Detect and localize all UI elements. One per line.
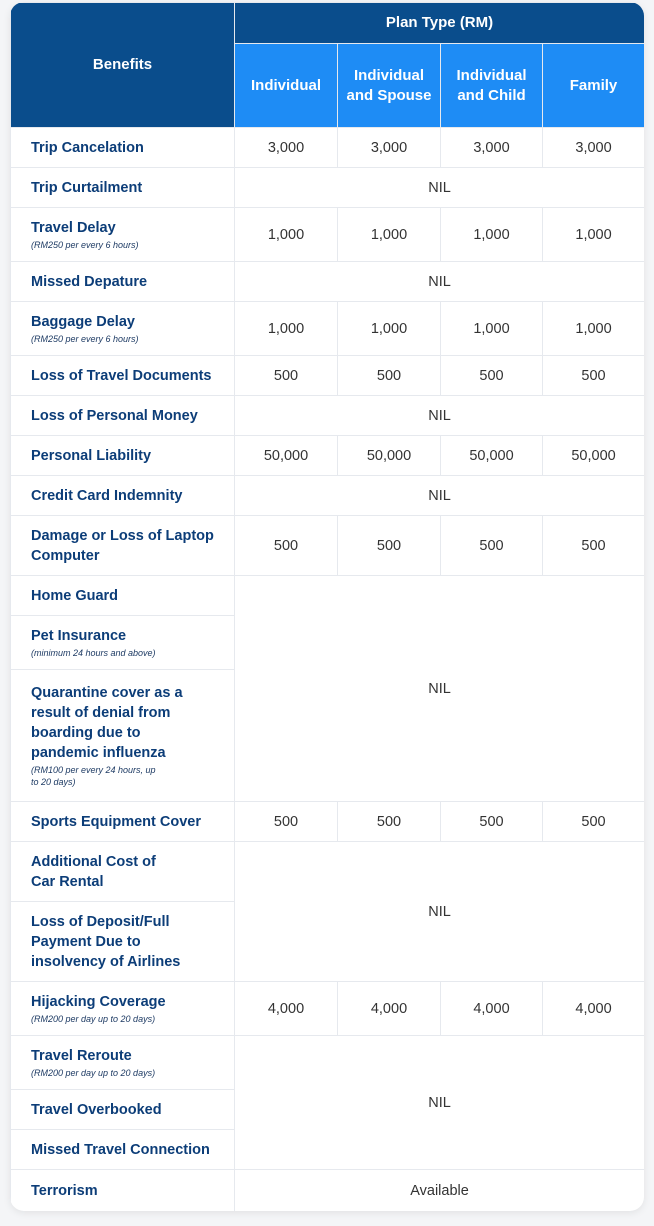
table-row [11, 1170, 645, 1212]
table-row [11, 1036, 645, 1090]
row-label: Credit Card Indemnity [11, 476, 235, 516]
table-row [11, 396, 645, 436]
table-cell: 50,000 [235, 436, 338, 476]
header-benefits: Benefits [11, 3, 235, 128]
table-cell: 500 [235, 356, 338, 396]
table-cell-merged: NIL [235, 576, 645, 802]
table-cell: 50,000 [338, 436, 441, 476]
table-cell: 500 [543, 802, 645, 842]
table-row [11, 208, 645, 262]
table-cell-merged: Available [235, 1170, 645, 1212]
table-row [11, 168, 645, 208]
table-row [11, 982, 645, 1036]
row-label: Travel Delay (RM250 per every 6 hours) [11, 208, 235, 262]
row-label: Pet Insurance (minimum 24 hours and above) [11, 616, 235, 670]
header-col-individual-spouse: Individual and Spouse [338, 44, 441, 128]
row-label: Loss of Personal Money [11, 396, 235, 436]
table-row [11, 262, 645, 302]
header-plan-type: Plan Type (RM) [235, 3, 645, 44]
table-cell: 500 [543, 516, 645, 576]
row-label: Sports Equipment Cover [11, 802, 235, 842]
table-cell: 50,000 [543, 436, 645, 476]
row-label: Missed Depature [11, 262, 235, 302]
benefits-table [10, 2, 644, 1211]
table-cell: 1,000 [441, 302, 543, 356]
row-label: Terrorism [11, 1170, 235, 1212]
table-cell: 1,000 [235, 208, 338, 262]
row-label: Trip Cancelation [11, 128, 235, 168]
table-row [11, 842, 645, 902]
row-label: Missed Travel Connection [11, 1130, 235, 1170]
header-col-family: Family [543, 44, 645, 128]
table-cell: 1,000 [338, 302, 441, 356]
table-cell: 1,000 [543, 302, 645, 356]
table-cell-merged: NIL [235, 1036, 645, 1170]
header-col-individual: Individual [235, 44, 338, 128]
table-row [11, 128, 645, 168]
table-cell: 500 [338, 802, 441, 842]
row-label: Additional Cost of Car Rental [11, 842, 235, 902]
header-col-individual-child: Individual and Child [441, 44, 543, 128]
table-cell-merged: NIL [235, 168, 645, 208]
table-cell: 1,000 [338, 208, 441, 262]
table-row [11, 802, 645, 842]
table-cell: 3,000 [235, 128, 338, 168]
row-label: Personal Liability [11, 436, 235, 476]
table-cell: 500 [441, 802, 543, 842]
table-cell: 50,000 [441, 436, 543, 476]
table-cell: 4,000 [338, 982, 441, 1036]
table-row [11, 356, 645, 396]
table-cell-merged: NIL [235, 396, 645, 436]
row-label: Loss of Travel Documents [11, 356, 235, 396]
table-cell: 1,000 [441, 208, 543, 262]
table-cell: 500 [338, 356, 441, 396]
table-cell-merged: NIL [235, 262, 645, 302]
table-cell: 500 [441, 356, 543, 396]
table-row [11, 576, 645, 616]
row-label: Travel Overbooked [11, 1090, 235, 1130]
table-cell: 500 [235, 802, 338, 842]
table-cell-merged: NIL [235, 476, 645, 516]
table-row [11, 516, 645, 576]
table-row [11, 436, 645, 476]
row-label: Baggage Delay (RM250 per every 6 hours) [11, 302, 235, 356]
table-row [11, 302, 645, 356]
table-cell: 500 [543, 356, 645, 396]
row-label: Trip Curtailment [11, 168, 235, 208]
table-cell: 4,000 [543, 982, 645, 1036]
table-cell: 4,000 [441, 982, 543, 1036]
row-label: Hijacking Coverage (RM200 per day up to 20 days) [11, 982, 235, 1036]
table-cell: 500 [441, 516, 543, 576]
table-cell-merged: NIL [235, 842, 645, 982]
benefits-table-card [10, 2, 644, 1211]
table-cell: 500 [338, 516, 441, 576]
table-cell: 1,000 [235, 302, 338, 356]
row-label: Travel Reroute (RM200 per day up to 20 days) [11, 1036, 235, 1090]
table-row [11, 476, 645, 516]
row-label: Home Guard [11, 576, 235, 616]
table-cell: 1,000 [543, 208, 645, 262]
row-label: Damage or Loss of Laptop Computer [11, 516, 235, 576]
row-label: Loss of Deposit/Full Payment Due to insolvency of Airlines [11, 902, 235, 982]
table-cell: 3,000 [543, 128, 645, 168]
table-cell: 3,000 [338, 128, 441, 168]
table-cell: 3,000 [441, 128, 543, 168]
row-label: Quarantine cover as a result of denial from boarding due to pandemic influenza (RM100 per every 24 hours, up to 20 days) [11, 670, 235, 802]
table-cell: 500 [235, 516, 338, 576]
table-cell: 4,000 [235, 982, 338, 1036]
